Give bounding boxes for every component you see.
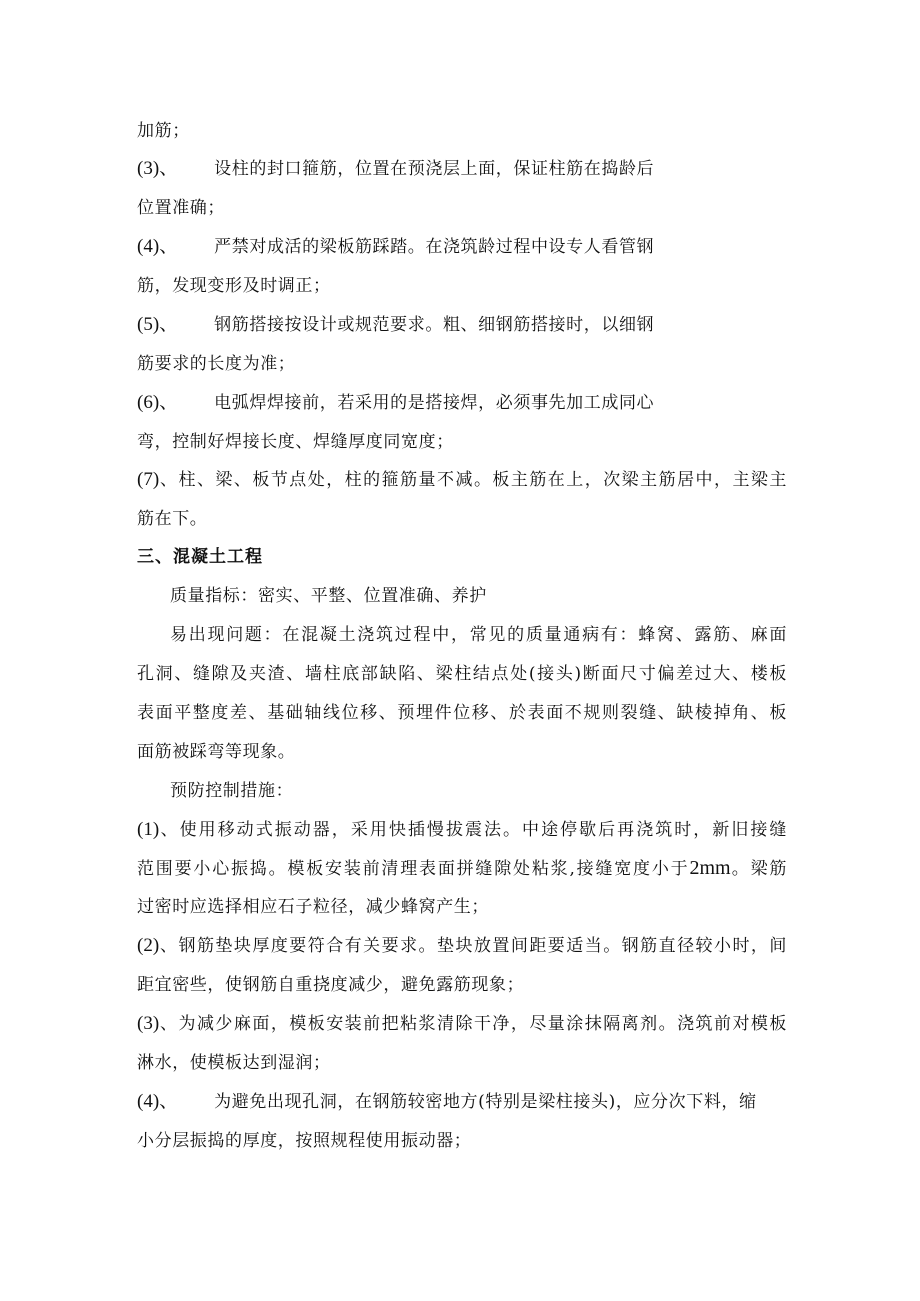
paragraph-line bbox=[137, 974, 524, 996]
line-text: 弯，控制好焊接长度、焊缝厚度同宽度； bbox=[137, 432, 454, 452]
item-number: (7) bbox=[137, 469, 160, 490]
paragraph-line bbox=[170, 624, 787, 646]
line-text: 筋在下。 bbox=[137, 509, 208, 529]
text-line bbox=[137, 508, 207, 530]
list-item bbox=[137, 236, 654, 258]
text-line bbox=[137, 431, 454, 453]
line-text: 位置准确； bbox=[137, 198, 225, 218]
item-number: (5)、 bbox=[137, 314, 179, 335]
list-item bbox=[137, 819, 787, 841]
paragraph-line bbox=[137, 663, 787, 685]
list-item bbox=[137, 1091, 787, 1113]
paragraph-line bbox=[137, 896, 489, 918]
item-text: 、柱、梁、板节点处，柱的箍筋量不减。板主筋在上，次梁主筋居中，主梁主 bbox=[159, 470, 787, 490]
item-text: 、钢筋垫块厚度要符合有关要求。垫块放置间距要适当。钢筋直径较小时，间 bbox=[159, 936, 787, 956]
line-text: 范围要小心振捣。模板安装前清理表面拼缝隙处粘浆,接缝宽度小于 bbox=[137, 859, 690, 879]
paragraph-line bbox=[137, 857, 787, 880]
line-text: 筋，发现变形及时调正； bbox=[137, 276, 331, 296]
line-text: 2mm bbox=[689, 857, 731, 879]
list-item bbox=[137, 158, 654, 180]
item-text: 钢筋搭接按设计或规范要求。粗、细钢筋搭接时，以细钢 bbox=[214, 315, 655, 335]
text-line bbox=[137, 275, 331, 297]
line-text: 面筋被踩弯等现象。 bbox=[137, 742, 296, 762]
text-line bbox=[137, 197, 225, 219]
paragraph-line bbox=[137, 702, 787, 724]
quality-indicators bbox=[170, 585, 487, 607]
item-text: 、使用移动式振动器，采用快插慢拔震法。中途停歇后再浇筑时，新旧接缝 bbox=[159, 820, 787, 840]
item-text: 为避免出现孔洞，在钢筋较密地方(特别是梁柱接头)，应分次下料，缩 bbox=[214, 1092, 757, 1112]
line-text: 小分层振捣的厚度，按照规程使用振动器； bbox=[137, 1131, 472, 1151]
measures-heading bbox=[170, 780, 293, 802]
heading-text: 三、混凝土工程 bbox=[137, 547, 263, 567]
line-text: 。梁筋 bbox=[730, 859, 787, 879]
item-text: 电弧焊焊接前，若采用的是搭接焊，必须事先加工成同心 bbox=[214, 393, 655, 413]
list-item bbox=[137, 392, 654, 414]
line-text: 筋要求的长度为准； bbox=[137, 354, 296, 374]
line-text: 加筋； bbox=[137, 121, 190, 141]
list-item bbox=[137, 935, 787, 957]
list-item bbox=[137, 1013, 787, 1035]
line-text: 孔洞、缝隙及夹渣、墙柱底部缺陷、梁柱结点处(接头)断面尺寸偏差过大、楼板 bbox=[137, 664, 787, 684]
line-text: 易出现问题：在混凝土浇筑过程中，常见的质量通病有：蜂窝、露筋、麻面 bbox=[170, 625, 787, 645]
line-text: 距宜密些，使钢筋自重挠度减少，避免露筋现象； bbox=[137, 975, 525, 995]
item-number: (4)、 bbox=[137, 236, 179, 257]
item-number: (2) bbox=[137, 935, 160, 956]
line-text: 质量指标：密实、平整、位置准确、养护 bbox=[170, 586, 487, 606]
item-number: (3) bbox=[137, 1013, 160, 1034]
paragraph-line bbox=[137, 741, 295, 763]
line-text: 淋水，使模板达到湿润； bbox=[137, 1053, 331, 1073]
paragraph-line bbox=[137, 1130, 471, 1152]
list-item bbox=[137, 314, 654, 336]
item-text: 严禁对成活的梁板筋踩踏。在浇筑龄过程中设专人看管钢 bbox=[214, 237, 655, 257]
list-item bbox=[137, 469, 787, 491]
line-text: 表面平整度差、基础轴线位移、预埋件位移、於表面不规则裂缝、缺棱掉角、板 bbox=[137, 703, 787, 723]
paragraph-line bbox=[137, 1052, 331, 1074]
line-text: 过密时应选择相应石子粒径，减少蜂窝产生； bbox=[137, 897, 489, 917]
line-text: 预防控制措施： bbox=[170, 781, 294, 801]
section-heading bbox=[137, 546, 263, 568]
item-number: (1) bbox=[137, 819, 160, 840]
text-line bbox=[137, 120, 190, 142]
item-number: (4)、 bbox=[137, 1091, 179, 1112]
item-text: 、为减少麻面，模板安装前把粘浆清除干净，尽量涂抹隔离剂。浇筑前对模板 bbox=[159, 1014, 787, 1034]
item-text: 设柱的封口箍筋，位置在预浇层上面，保证柱筋在捣龄后 bbox=[214, 159, 655, 179]
item-number: (6)、 bbox=[137, 392, 179, 413]
item-number: (3)、 bbox=[137, 158, 179, 179]
text-line bbox=[137, 353, 295, 375]
